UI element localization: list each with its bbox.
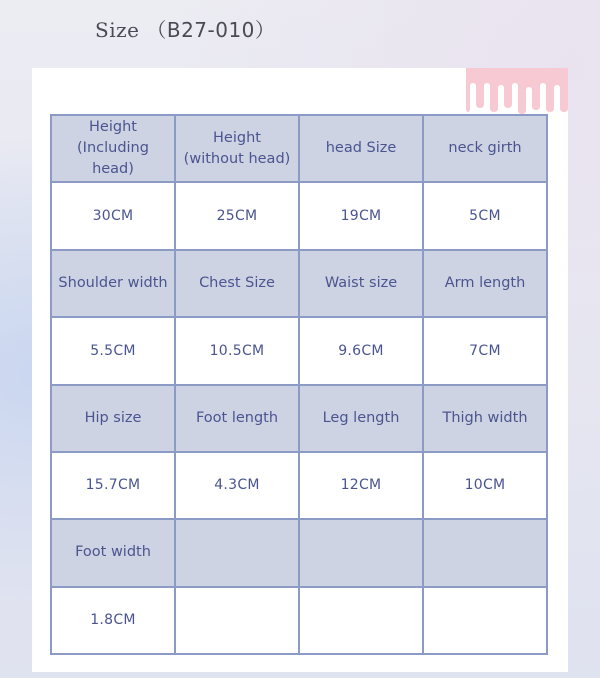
measurement-label-cell [175, 115, 299, 182]
measurement-label: Leg length [322, 409, 400, 426]
measurement-label: Shoulder width [58, 274, 168, 291]
size-table-body [51, 115, 547, 654]
measurement-value: 25CM [175, 182, 299, 249]
measurement-label: Height [213, 129, 261, 146]
measurement-value: 30CM [51, 182, 175, 249]
label-row [51, 519, 547, 586]
measurement-label: neck girth [448, 140, 522, 157]
measurement-label: Arm length [444, 274, 526, 291]
measurement-value [299, 587, 423, 654]
measurement-value: 10CM [423, 452, 547, 519]
measurement-value [423, 587, 547, 654]
measurement-label: Height [89, 119, 137, 136]
measurement-label-cell [299, 250, 423, 317]
measurement-value: 1.8CM [51, 587, 175, 654]
measurement-value: 5.5CM [51, 317, 175, 384]
measurement-label-cell [51, 250, 175, 317]
measurement-value: 10.5CM [175, 317, 299, 384]
measurement-label-cell [423, 519, 547, 586]
measurement-label: Chest Size [199, 274, 275, 291]
measurement-label: (Including head) [77, 140, 149, 178]
measurement-label: Foot length [195, 409, 279, 426]
pink-drip-decoration-icon [466, 68, 568, 114]
measurement-label-cell [51, 115, 175, 182]
measurement-value: 15.7CM [51, 452, 175, 519]
measurement-label-cell [299, 385, 423, 452]
measurement-label: Waist size [324, 274, 398, 291]
product-code: （B27-010） [146, 18, 276, 42]
value-row [51, 317, 547, 384]
measurement-label-cell [423, 115, 547, 182]
measurement-label-cell [175, 385, 299, 452]
measurement-value: 9.6CM [299, 317, 423, 384]
measurement-value [175, 587, 299, 654]
measurement-value: 12CM [299, 452, 423, 519]
measurement-label-cell [299, 519, 423, 586]
measurement-label: Foot width [75, 544, 151, 561]
label-row [51, 115, 547, 182]
value-row [51, 452, 547, 519]
measurement-label-cell [175, 250, 299, 317]
value-row [51, 182, 547, 249]
measurement-label-cell [423, 385, 547, 452]
measurement-value: 5CM [423, 182, 547, 249]
measurement-label-cell [423, 250, 547, 317]
value-row [51, 587, 547, 654]
page-title [95, 14, 275, 43]
label-row [51, 250, 547, 317]
measurement-label: (without head) [183, 150, 291, 167]
measurement-value: 19CM [299, 182, 423, 249]
label-row [51, 385, 547, 452]
measurement-label-cell [175, 519, 299, 586]
measurement-value: 7CM [423, 317, 547, 384]
measurement-label: head Size [325, 140, 397, 157]
measurement-label: Thigh width [442, 409, 528, 426]
measurement-value: 4.3CM [175, 452, 299, 519]
measurement-label: Hip size [84, 409, 142, 426]
measurement-label-cell [51, 519, 175, 586]
title-prefix: Size [95, 18, 140, 42]
size-table [50, 114, 548, 655]
measurement-label-cell [299, 115, 423, 182]
measurement-label-cell [51, 385, 175, 452]
